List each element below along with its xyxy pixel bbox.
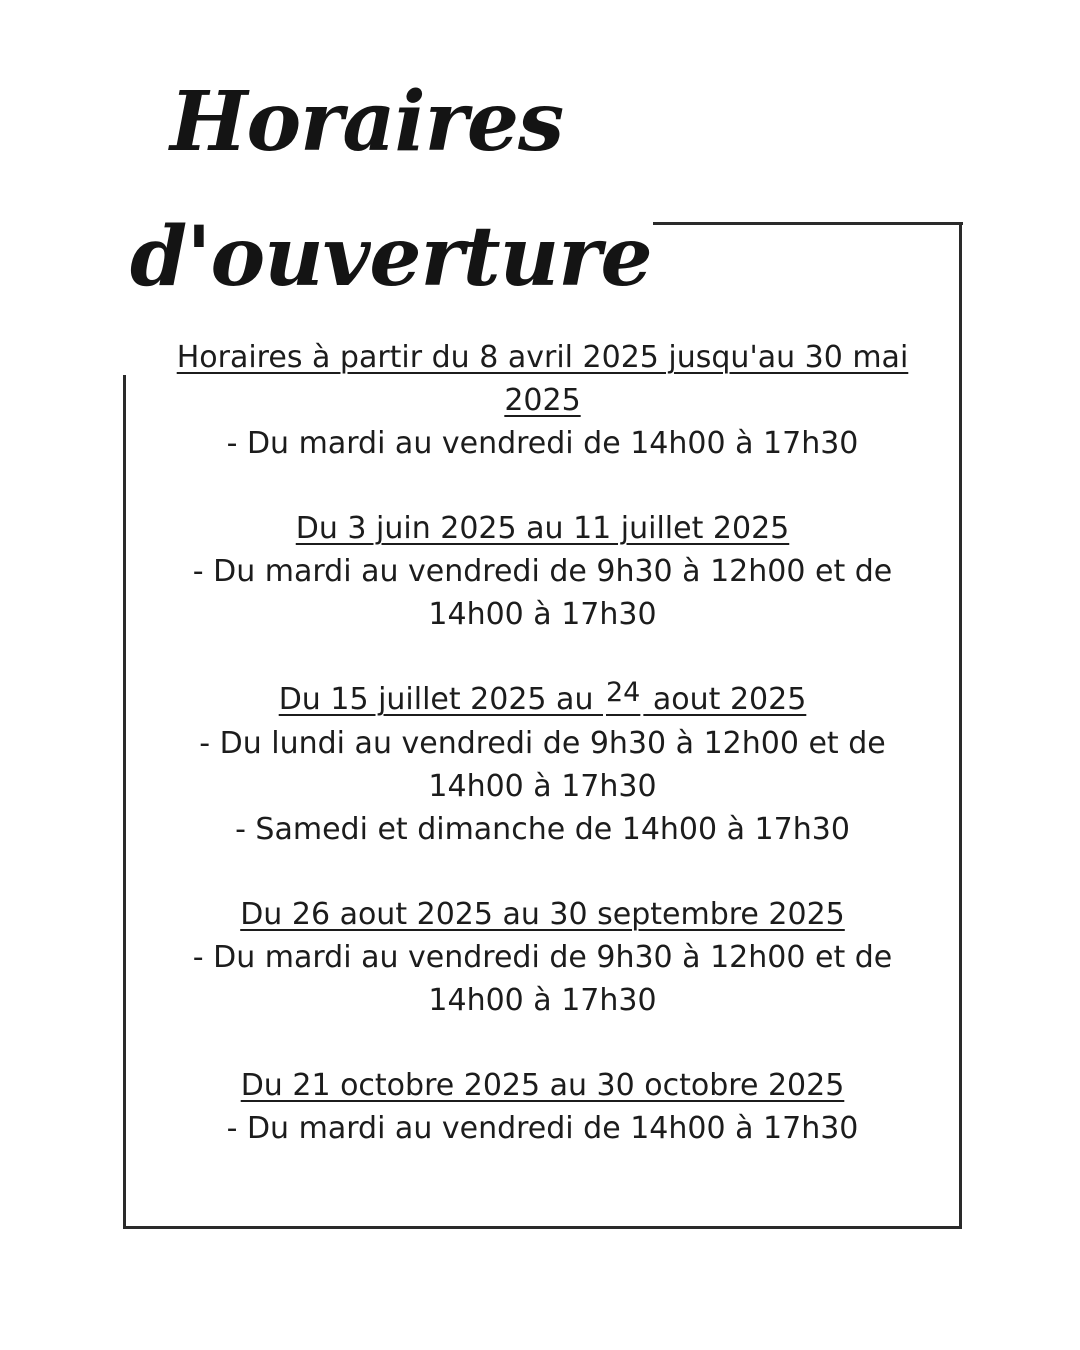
period-block [175, 336, 910, 465]
page-title [130, 55, 690, 325]
period-hours: - Du mardi au vendredi de 14h00 à 17h30 [226, 1111, 859, 1146]
period-hours: - Du mardi au vendredi de 9h30 à 12h00 et de 14h00 à 17h30 [192, 554, 893, 632]
period-heading: Du 3 juin 2025 au 11 juillet 2025 [295, 511, 790, 546]
frame-top-line [653, 222, 963, 225]
period-heading-end: aout 2025 [643, 682, 807, 717]
period-hours: - Du mardi au vendredi de 9h30 à 12h00 et de 14h00 à 17h30 [192, 940, 893, 1018]
period-hours: - Du mardi au vendredi de 14h00 à 17h30 [226, 426, 859, 461]
period-heading: Horaires à partir du 8 avril 2025 jusqu'au 30 mai 2025 [176, 340, 909, 418]
period-block [175, 678, 910, 851]
period-heading: Du 21 octobre 2025 au 30 octobre 2025 [240, 1068, 845, 1103]
frame-left-line [123, 375, 126, 1229]
period-hours-weekend: - Samedi et dimanche de 14h00 à 17h30 [235, 812, 850, 847]
title-line-1: Horaires [170, 74, 564, 170]
period-block [175, 507, 910, 636]
corrected-date-number: 24 [603, 677, 643, 708]
period-block [175, 893, 910, 1022]
title-line-2: d'ouverture [130, 209, 652, 305]
period-block [175, 1064, 910, 1150]
schedule-content [175, 336, 910, 1150]
period-heading: Du 26 aout 2025 au 30 septembre 2025 [240, 897, 845, 932]
period-heading-start: Du 15 juillet 2025 au [278, 682, 603, 717]
frame-right-line [959, 222, 962, 1229]
period-hours: - Du lundi au vendredi de 9h30 à 12h00 et de 14h00 à 17h30 [199, 726, 886, 804]
period-heading [175, 678, 910, 722]
frame-bottom-line [123, 1226, 962, 1229]
